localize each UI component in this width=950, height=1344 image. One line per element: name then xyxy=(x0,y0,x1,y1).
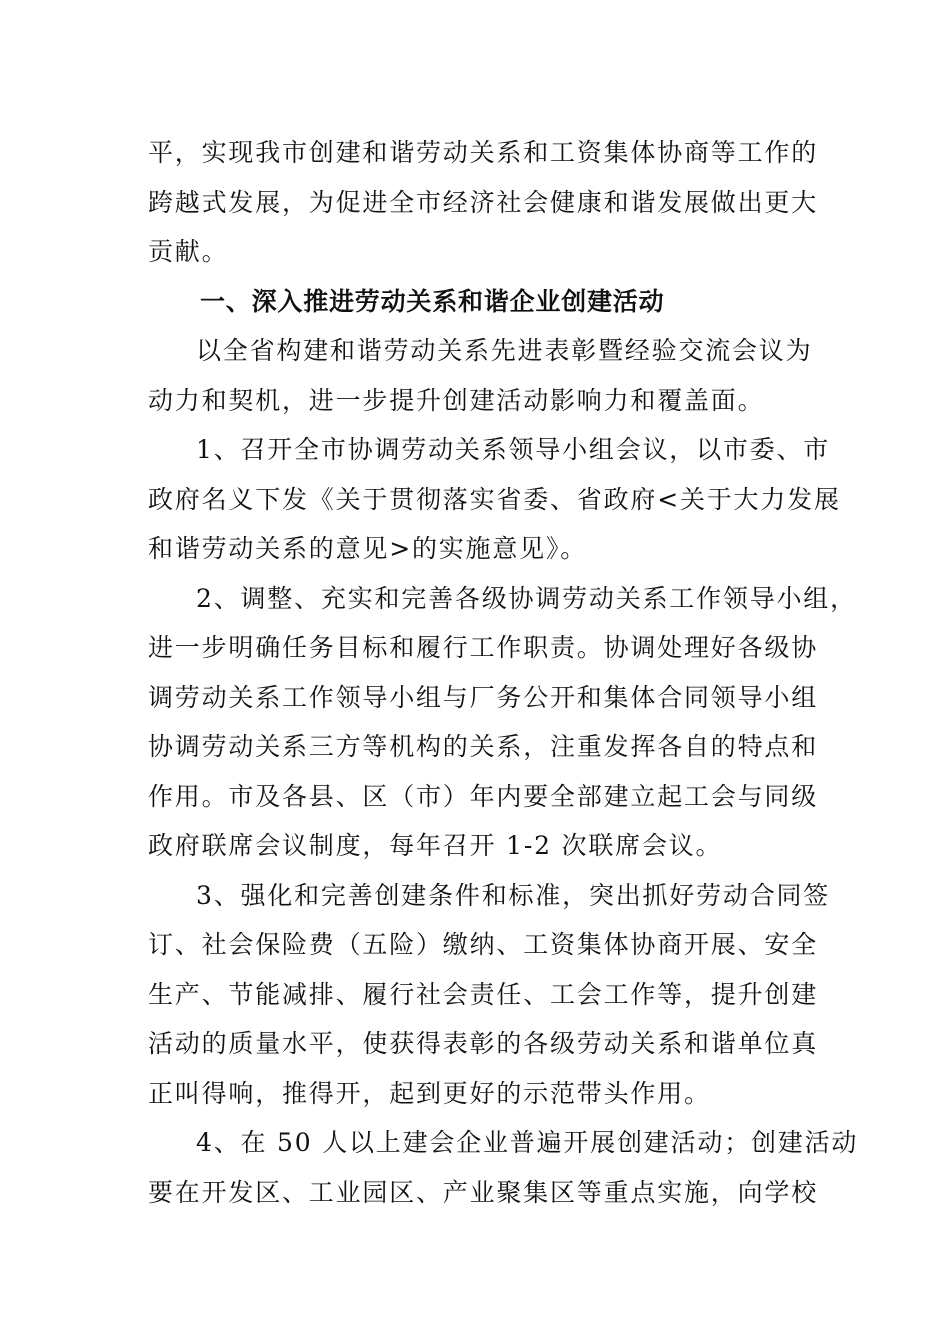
text-line: 4、在 50 人以上建会企业普遍开展创建活动；创建活动 xyxy=(196,1128,859,1157)
text-line: 要在开发区、工业园区、产业聚集区等重点实施，向学校 xyxy=(148,1178,819,1207)
text-line: 平，实现我市创建和谐劳动关系和工资集体协商等工作的 xyxy=(148,138,819,167)
text-line: 以全省构建和谐劳动关系先进表彰暨经验交流会议为 xyxy=(196,336,813,365)
text-line: 2、调整、充实和完善各级协调劳动关系工作领导小组， xyxy=(196,584,857,613)
text-line: 政府名义下发《关于贯彻落实省委、省政府<关于大力发展 xyxy=(148,485,841,514)
text-line: 协调劳动关系三方等机构的关系，注重发挥各自的特点和 xyxy=(148,732,819,761)
text-line: 生产、节能减排、履行社会责任、工会工作等，提升创建 xyxy=(148,980,819,1009)
text-line: 正叫得响，推得开，起到更好的示范带头作用。 xyxy=(148,1079,711,1108)
text-line: 政府联席会议制度，每年召开 1-2 次联席会议。 xyxy=(148,831,723,860)
section-heading: 一、深入推进劳动关系和谐企业创建活动 xyxy=(200,287,665,316)
text-line: 活动的质量水平，使获得表彰的各级劳动关系和谐单位真 xyxy=(148,1029,819,1058)
text-line: 订、社会保险费（五险）缴纳、工资集体协商开展、安全 xyxy=(148,930,819,959)
text-line: 贡献。 xyxy=(148,237,229,266)
text-line: 跨越式发展，为促进全市经济社会健康和谐发展做出更大 xyxy=(148,188,819,217)
text-line: 1、召开全市协调劳动关系领导小组会议，以市委、市 xyxy=(196,435,831,464)
text-line: 进一步明确任务目标和履行工作职责。协调处理好各级协 xyxy=(148,633,819,662)
text-line: 和谐劳动关系的意见>的实施意见》。 xyxy=(148,534,588,563)
text-line: 作用。市及各县、区（市）年内要全部建立起工会与同级 xyxy=(148,782,819,811)
text-line: 调劳动关系工作领导小组与厂务公开和集体合同领导小组 xyxy=(148,683,819,712)
text-line: 3、强化和完善创建条件和标准，突出抓好劳动合同签 xyxy=(196,881,831,910)
text-line: 动力和契机，进一步提升创建活动影响力和覆盖面。 xyxy=(148,386,765,415)
